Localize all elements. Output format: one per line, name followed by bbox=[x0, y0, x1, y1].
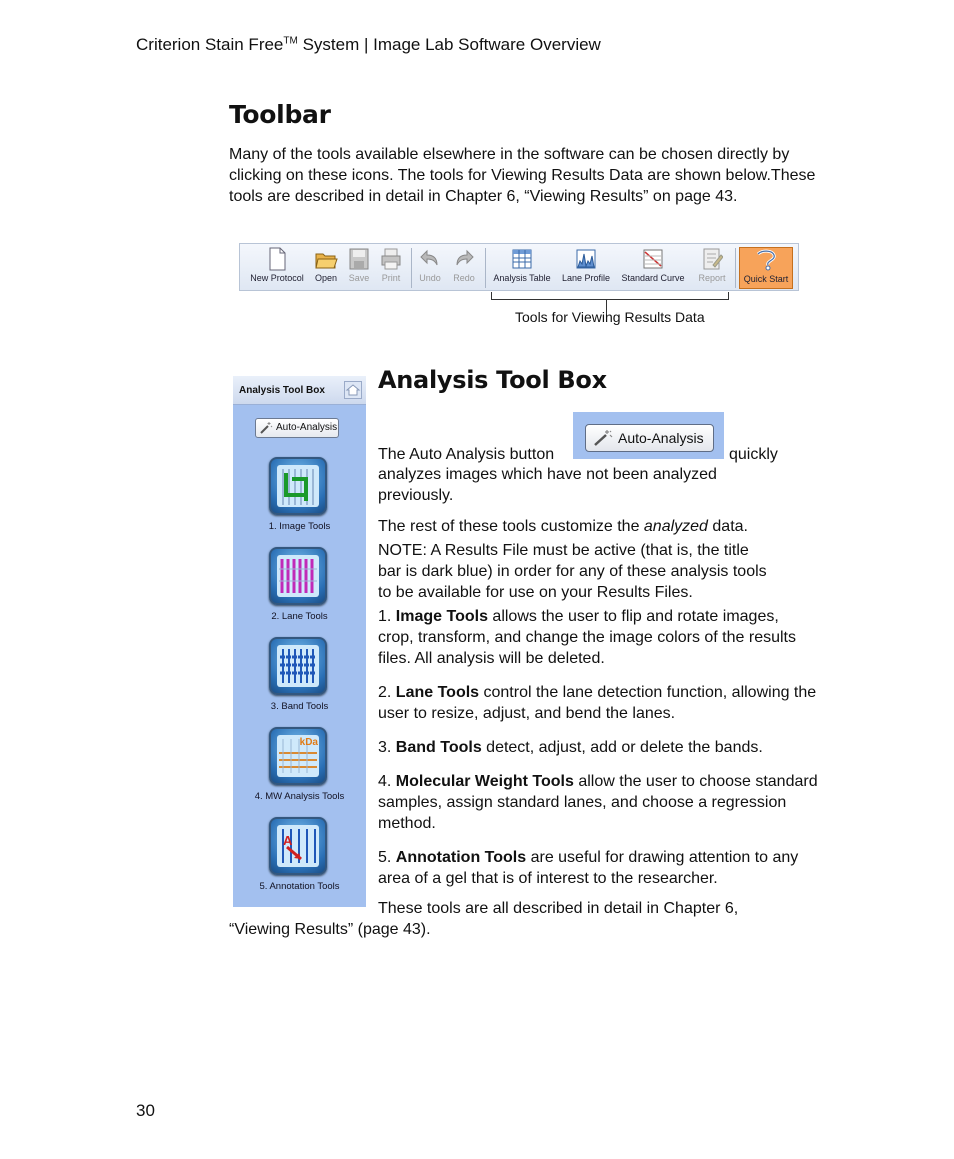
annotation-tools-icon bbox=[269, 817, 327, 875]
auto-analysis-button-large[interactable]: Auto-Analysis bbox=[585, 424, 714, 452]
toolbox-home-button[interactable] bbox=[344, 381, 362, 399]
annotation-tools-button[interactable]: A 5. Annotation Tools bbox=[233, 817, 366, 895]
toolbar-intro: Many of the tools available elsewhere in the software can be chosen directly by clicking on these icons. The tools for Viewing Results Data are shown below.These tools are described in detail in Chapter 6, “Viewing Results” on page 43. bbox=[229, 146, 816, 205]
print-icon bbox=[380, 247, 402, 271]
toolbar-divider bbox=[735, 248, 736, 288]
auto-analysis-description: analyzes images which have not been analyzed previously. bbox=[378, 466, 717, 504]
toolbox-panel-header bbox=[233, 376, 366, 405]
quick-start-icon bbox=[754, 248, 778, 272]
callout-bracket bbox=[491, 292, 729, 300]
running-header: Criterion Stain Free™ System | Image Lab Software Overview bbox=[136, 35, 601, 54]
mw-analysis-tools-button[interactable]: kDa 4. MW Analysis Tools bbox=[233, 727, 366, 805]
mw-tools-description: 4. Molecular Weight Tools allow the user to choose standard samples, assign standard lanes, and choose a regression method. bbox=[378, 773, 818, 832]
band-tools-description: 3. Band Tools detect, adjust, add or delete the bands. bbox=[378, 739, 763, 756]
closing-line-2: “Viewing Results” (page 43). bbox=[229, 921, 431, 938]
toolbar-divider bbox=[411, 248, 412, 288]
open-folder-icon bbox=[314, 247, 338, 271]
redo-button[interactable]: Redo bbox=[449, 247, 479, 289]
report-icon bbox=[701, 247, 723, 271]
analysis-table-button[interactable]: Analysis Table bbox=[491, 247, 553, 289]
lane-profile-button[interactable]: Lane Profile bbox=[558, 247, 614, 289]
save-icon bbox=[348, 247, 370, 271]
closing-line-1: These tools are all described in detail in Chapter 6, bbox=[378, 900, 739, 917]
magic-wand-icon bbox=[259, 421, 273, 435]
lane-tools-button[interactable]: 2. Lane Tools bbox=[233, 547, 366, 625]
magic-wand-icon bbox=[592, 429, 614, 447]
open-button[interactable]: Open bbox=[310, 247, 342, 289]
auto-analysis-lead: The Auto Analysis button bbox=[378, 446, 555, 463]
print-button[interactable]: Print bbox=[376, 247, 406, 289]
annotation-letter: A bbox=[283, 833, 293, 848]
image-tools-description: 1. Image Tools allows the user to flip and rotate images, crop, transform, and change the image colors of the results files. All analysis will be deleted. bbox=[378, 608, 796, 667]
image-tools-icon bbox=[269, 457, 327, 515]
toolbar-divider bbox=[485, 248, 486, 288]
annotation-tools-description: 5. Annotation Tools are useful for drawing attention to any area of a gel that is of interest to the researcher. bbox=[378, 849, 799, 887]
band-tools-icon bbox=[269, 637, 327, 695]
table-icon bbox=[511, 247, 533, 271]
analysis-toolbox-heading: Analysis Tool Box bbox=[378, 366, 607, 394]
quick-start-button[interactable]: Quick Start bbox=[739, 247, 793, 289]
toolbar-heading: Toolbar bbox=[229, 100, 331, 129]
callout-label: Tools for Viewing Results Data bbox=[515, 309, 705, 325]
auto-analysis-button[interactable]: Auto-Analysis bbox=[255, 418, 339, 438]
new-document-icon bbox=[267, 247, 287, 271]
redo-icon bbox=[453, 247, 475, 271]
analyzed-data-paragraph: The rest of these tools customize the analyzed data. bbox=[378, 518, 748, 535]
lane-tools-icon bbox=[269, 547, 327, 605]
home-icon bbox=[345, 382, 361, 398]
standard-curve-icon bbox=[642, 247, 664, 271]
results-file-note: NOTE: A Results File must be active (that is, the title bar is dark blue) in order for any of these analysis tools to be available for use on your Results Files. bbox=[378, 542, 767, 601]
toolbox-panel-title: Analysis Tool Box bbox=[239, 385, 325, 396]
lane-tools-description: 2. Lane Tools control the lane detection function, allowing the user to resize, adjust, and bend the lanes. bbox=[378, 684, 817, 722]
toolbar-screenshot bbox=[239, 243, 799, 291]
auto-analysis-lead-end: quickly bbox=[729, 446, 778, 463]
kda-badge: kDa bbox=[299, 737, 318, 748]
report-button[interactable]: Report bbox=[692, 247, 732, 289]
mw-analysis-tools-icon bbox=[269, 727, 327, 785]
image-tools-button[interactable]: 1. Image Tools bbox=[233, 457, 366, 535]
band-tools-button[interactable]: 3. Band Tools bbox=[233, 637, 366, 715]
undo-icon bbox=[419, 247, 441, 271]
standard-curve-button[interactable]: Standard Curve bbox=[618, 247, 688, 289]
auto-analysis-figure bbox=[573, 412, 724, 459]
undo-button[interactable]: Undo bbox=[415, 247, 445, 289]
lane-profile-icon bbox=[575, 247, 597, 271]
page-number: 30 bbox=[136, 1101, 155, 1120]
save-button[interactable]: Save bbox=[344, 247, 374, 289]
new-protocol-button[interactable]: New Protocol bbox=[248, 247, 306, 289]
